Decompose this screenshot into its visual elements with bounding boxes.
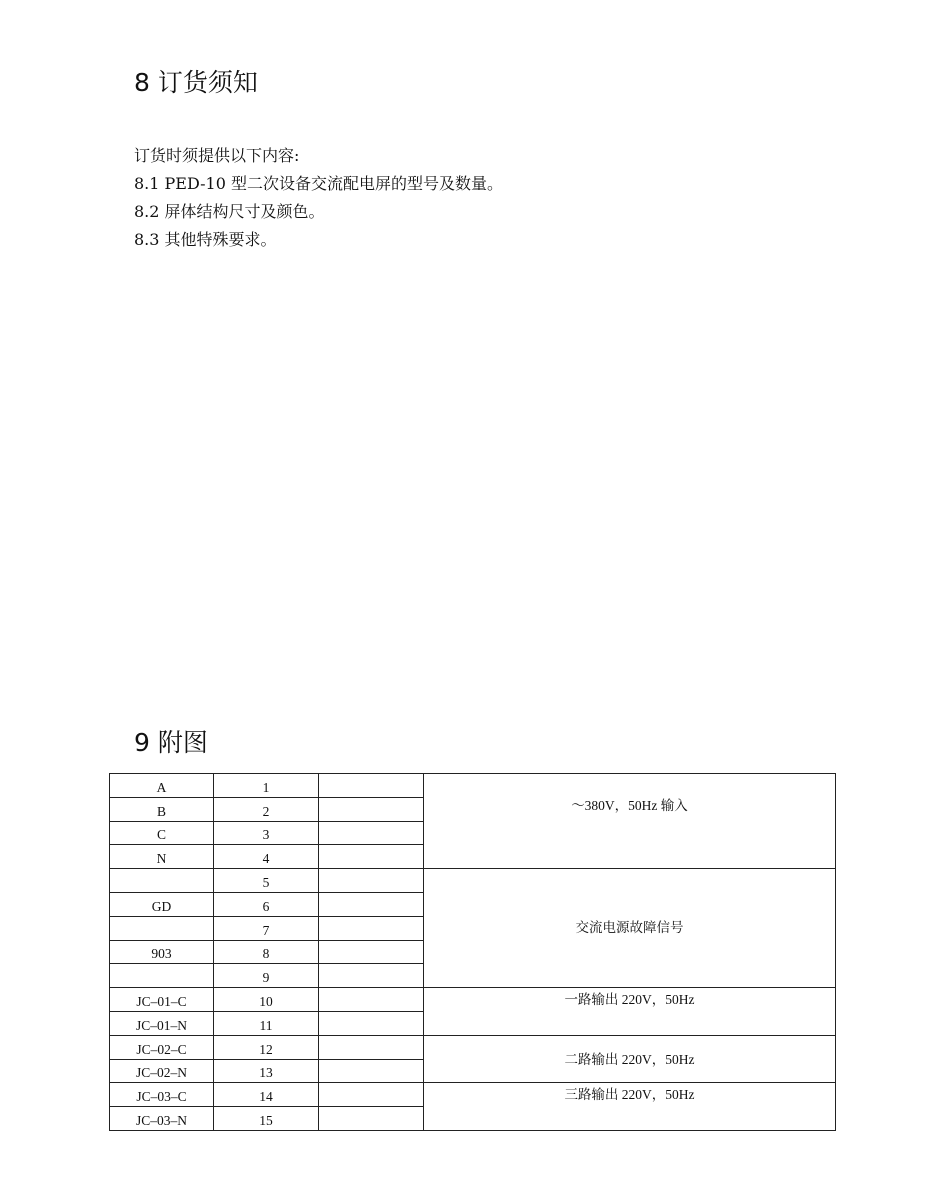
terminal-number: 14 [214, 1083, 319, 1107]
blank-cell [319, 1011, 424, 1035]
terminal-label: N [110, 845, 214, 869]
desc-output-3: 三路输出 220V，50Hz [424, 1083, 836, 1131]
terminal-number: 11 [214, 1011, 319, 1035]
blank-cell [319, 1059, 424, 1083]
blank-cell [319, 845, 424, 869]
terminal-label: C [110, 821, 214, 845]
terminal-label: B [110, 797, 214, 821]
terminal-number: 13 [214, 1059, 319, 1083]
table-row [110, 988, 836, 1012]
terminal-number: 3 [214, 821, 319, 845]
terminal-number: 10 [214, 988, 319, 1012]
section-8-title: 8 订货须知 [134, 68, 258, 97]
terminal-number: 5 [214, 869, 319, 893]
desc-input-text: ～380V，50Hz 输入 [571, 798, 688, 813]
terminal-label: JC–03–C [110, 1083, 214, 1107]
ordering-intro: 订货时须提供以下内容: [134, 146, 300, 165]
table-row [110, 774, 836, 798]
desc-output-1: 一路输出 220V，50Hz [424, 988, 836, 1036]
blank-cell [319, 988, 424, 1012]
section-9-title: 9 附图 [134, 728, 208, 757]
terminal-table [109, 773, 836, 1131]
terminal-label: 903 [110, 940, 214, 964]
terminal-label: JC–01–N [110, 1011, 214, 1035]
terminal-number: 2 [214, 797, 319, 821]
blank-cell [319, 869, 424, 893]
blank-cell [319, 1083, 424, 1107]
terminal-number: 8 [214, 940, 319, 964]
desc-fault-signal: 交流电源故障信号 [424, 869, 836, 988]
desc-output-2: 二路输出 220V，50Hz [424, 1035, 836, 1083]
desc-input [424, 774, 836, 869]
terminal-number: 4 [214, 845, 319, 869]
blank-cell [319, 964, 424, 988]
ordering-item-8-2: 8.2 屏体结构尺寸及颜色。 [134, 202, 325, 221]
ordering-item-8-3: 8.3 其他特殊要求。 [134, 230, 277, 249]
terminal-number: 7 [214, 916, 319, 940]
table-row [110, 1035, 836, 1059]
terminal-label: A [110, 774, 214, 798]
blank-cell [319, 1035, 424, 1059]
table-row [110, 1083, 836, 1107]
blank-cell [319, 892, 424, 916]
terminal-label [110, 869, 214, 893]
terminal-label [110, 916, 214, 940]
terminal-label: GD [110, 892, 214, 916]
table-row [110, 869, 836, 893]
ordering-item-8-1: 8.1 PED-10 型二次设备交流配电屏的型号及数量。 [134, 174, 503, 193]
terminal-label [110, 964, 214, 988]
terminal-label: JC–01–C [110, 988, 214, 1012]
blank-cell [319, 774, 424, 798]
blank-cell [319, 797, 424, 821]
blank-cell [319, 916, 424, 940]
terminal-label: JC–02–N [110, 1059, 214, 1083]
terminal-number: 12 [214, 1035, 319, 1059]
terminal-label: JC–03–N [110, 1107, 214, 1131]
terminal-number: 6 [214, 892, 319, 916]
terminal-number: 1 [214, 774, 319, 798]
blank-cell [319, 821, 424, 845]
terminal-number: 15 [214, 1107, 319, 1131]
ordering-info-list [134, 142, 503, 254]
blank-cell [319, 940, 424, 964]
blank-cell [319, 1107, 424, 1131]
terminal-label: JC–02–C [110, 1035, 214, 1059]
terminal-number: 9 [214, 964, 319, 988]
